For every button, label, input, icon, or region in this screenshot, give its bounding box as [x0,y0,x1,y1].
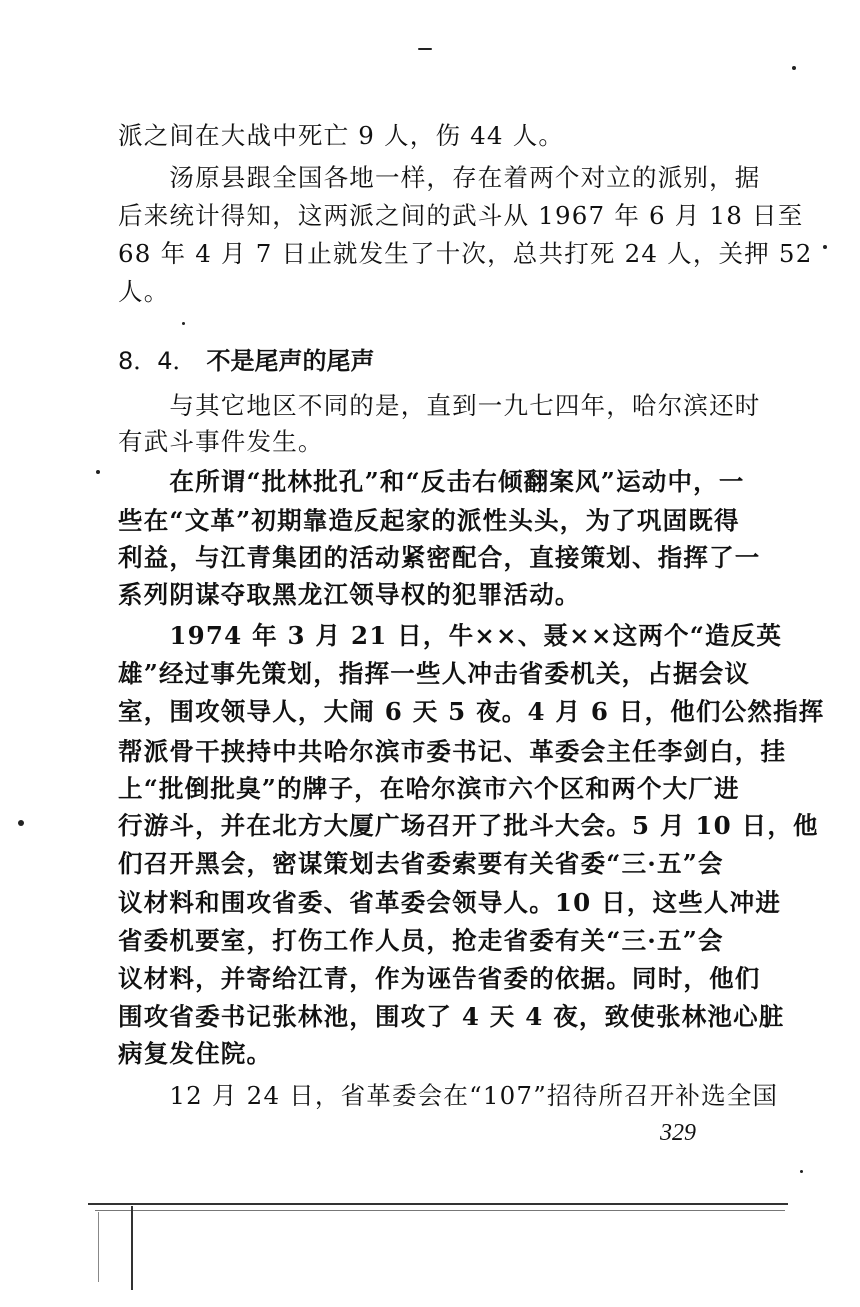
text-line: 68 年 4 月 7 日止就发生了十次，总共打死 24 人，关押 52 [118,239,813,268]
scan-speck [18,820,24,826]
scan-speck [418,48,432,50]
text-line: 议材料，并寄给江青，作为诬告省委的依据。同时，他们 [118,964,761,993]
text-line: 后来统计得知，这两派之间的武斗从 1967 年 6 月 18 日至 [118,201,804,230]
section-number: 8．4． [118,347,197,375]
text-line: 行游斗，并在北方大厦广场召开了批斗大会。5 月 10 日，他 [118,811,819,840]
text-line: 汤原县跟全国各地一样，存在着两个对立的派别，据 [118,163,761,192]
text-line: 在所谓“批林批孔”和“反击右倾翻案风”运动中，一 [118,467,745,496]
scan-speck [823,245,827,249]
page-number: 329 [660,1120,696,1146]
scan-speck [792,66,796,70]
scan-border-vertical [131,1206,133,1290]
text-line: 12 月 24 日，省革委会在“107”招待所召开补选全国 [118,1081,779,1110]
text-line: 系列阴谋夺取黑龙江领导权的犯罪活动。 [118,580,581,609]
text-line: 派之间在大战中死亡 9 人，伤 44 人。 [118,121,565,150]
text-line: 上“批倒批臭”的牌子，在哈尔滨市六个区和两个大厂进 [118,774,740,803]
scan-border-line [95,1210,785,1211]
scan-speck [182,322,185,325]
text-line: 1974 年 3 月 21 日，牛××、聂××这两个“造反英 [118,621,783,650]
text-line: 议材料和围攻省委、省革委会领导人。10 日，这些人冲进 [118,888,782,917]
text-line: 帮派骨干挟持中共哈尔滨市委书记、革委会主任李剑白，挂 [118,737,787,766]
text-line: 围攻省委书记张林池，围攻了 4 天 4 夜，致使张林池心脏 [118,1002,785,1031]
text-line: 些在“文革”初期靠造反起家的派性头头，为了巩固既得 [118,506,740,535]
section-heading [118,343,375,379]
scan-border-vertical [98,1212,99,1282]
text-line: 人。 [118,277,170,306]
scan-border-line [88,1203,788,1205]
text-line: 室，围攻领导人，大闹 6 天 5 夜。4 月 6 日，他们公然指挥 [118,697,825,726]
text-line: 们召开黑会，密谋策划去省委索要有关省委“三·五”会 [118,849,724,878]
text-line: 省委机要室，打伤工作人员，抢走省委有关“三·五”会 [118,926,724,955]
text-line: 病复发住院。 [118,1039,273,1068]
text-line: 利益，与江青集团的活动紧密配合，直接策划、指挥了一 [118,543,761,572]
scan-speck [800,1170,803,1173]
text-line: 雄”经过事先策划，指挥一些人冲击省委机关，占据会议 [118,659,751,688]
text-line: 有武斗事件发生。 [118,427,324,456]
section-title: 不是尾声的尾声 [206,346,375,375]
scan-speck [96,470,100,474]
text-line: 与其它地区不同的是，直到一九七四年，哈尔滨还时 [118,391,761,420]
